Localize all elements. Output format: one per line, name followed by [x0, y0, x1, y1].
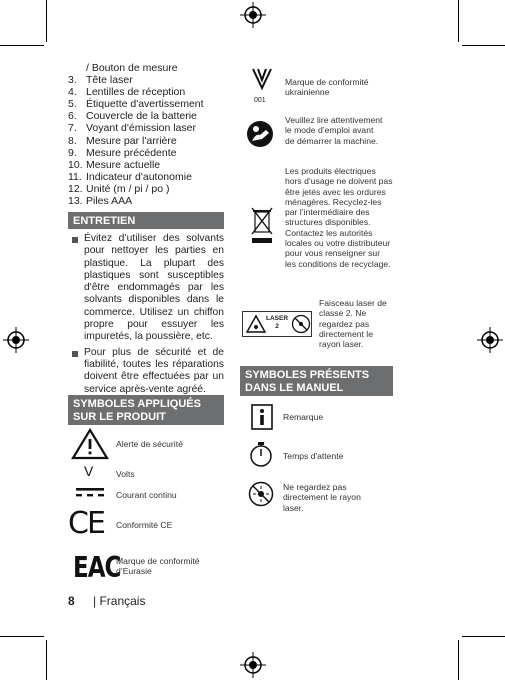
crop-mark	[462, 45, 505, 46]
symbol-label: Courant continu	[116, 490, 177, 500]
symbol-label: Faisceau laser de classe 2. Ne regardez pas directement le rayon laser.	[319, 298, 387, 350]
symbol-label: Ne regardez pas directement le rayon laser.	[283, 482, 361, 513]
direct-current-icon	[76, 487, 104, 499]
read-manual-icon	[246, 120, 274, 148]
list-item: 7. Voyant d'émission laser	[68, 122, 196, 135]
list-item: / Bouton de mesure	[86, 62, 178, 74]
symbol-label: Veuillez lire attentivement le mode d’emploi avant de démarrer la machine.	[285, 115, 383, 146]
maintenance-section	[72, 233, 224, 399]
symbol-label: Marque de conformité d’Eurasie	[116, 556, 200, 577]
crop-mark	[458, 640, 459, 680]
symbol-label: Alerte de sécurité	[116, 439, 183, 449]
registration-mark-icon	[477, 327, 503, 353]
page-number: 8	[68, 594, 75, 608]
ce-mark-icon: CE	[68, 506, 104, 541]
symbol-label: Conformité CE	[116, 520, 173, 530]
list-item: 9. Mesure précédente	[68, 146, 177, 159]
crop-mark	[458, 0, 459, 42]
list-item: 8. Mesure par l'arrière	[68, 134, 177, 147]
list-item: Évitez d’utiliser des solvants pour nettoyer les parties en plastique. La plupart des plastiques sont susceptibles d'être endommagés par les solvants disponibles dans le commerce. Utilisez un chiffon propre pour essuyer les impuretés, la poussière, etc.	[72, 233, 224, 344]
crop-mark	[0, 636, 44, 637]
list-item: 13. Piles AAA	[68, 195, 133, 208]
no-stare-laser-icon	[248, 481, 274, 507]
laser-badge-line1: LASER	[265, 315, 289, 322]
list-item: 5. Étiquette d'avertissement	[68, 98, 204, 111]
timer-icon	[248, 440, 274, 468]
list-item: 4. Lentilles de réception	[68, 86, 186, 99]
crop-mark	[46, 640, 47, 680]
laser-class-icon	[242, 311, 312, 337]
laser-badge-line2: 2	[275, 323, 279, 330]
symbol-label: Les produits électriques hors d’usage ne doivent pas être jetés avec les ordures ménagères. Recyclez-les par l’intermédiaire des structures disponibles. Contactez les autorités locales ou votre distributeur pour vous renseigner sur les conditions de recyclage.	[285, 166, 393, 269]
symbol-label: Remarque	[283, 412, 324, 422]
registration-mark-icon	[240, 2, 266, 28]
list-item: Pour plus de sécurité et de fiabilité, toutes les réparations doivent être effectuées par un service après-vente agréé.	[72, 347, 224, 396]
crop-mark	[46, 0, 47, 42]
footer-language: | Français	[93, 594, 146, 608]
parts-list	[68, 62, 238, 207]
section-heading-product-symbols: SYMBOLES APPLIQUÉS SUR LE PRODUIT	[68, 395, 224, 425]
symbol-label: Temps d'attente	[283, 451, 344, 461]
section-heading-maintenance: ENTRETIEN	[68, 212, 224, 229]
list-item: 11. Indicateur d'autonomie	[68, 170, 192, 183]
section-heading-manual-symbols: SYMBOLES PRÉSENTS DANS LE MANUEL	[240, 366, 393, 396]
symbol-label: Volts	[116, 469, 135, 479]
registration-mark-icon	[240, 652, 266, 678]
symbol-label: Marque de conformité ukrainienne	[285, 77, 369, 98]
volt-symbol-icon: V	[84, 463, 94, 479]
weee-bin-icon	[250, 206, 274, 246]
crop-mark	[462, 636, 505, 637]
info-icon	[251, 404, 273, 430]
registration-mark-icon	[3, 327, 29, 353]
crop-mark	[0, 45, 44, 46]
list-item: 10. Mesure actuelle	[68, 158, 161, 171]
ukraine-code: 001	[254, 97, 266, 104]
ukraine-conformity-icon	[249, 66, 275, 92]
list-item: 12. Unité (m / pi / po )	[68, 182, 170, 195]
eac-mark-icon: EAC	[73, 551, 121, 585]
list-item: 3. Tête laser	[68, 74, 133, 87]
warning-triangle-icon	[71, 428, 109, 460]
list-item: 6. Couvercle de la batterie	[68, 110, 197, 123]
